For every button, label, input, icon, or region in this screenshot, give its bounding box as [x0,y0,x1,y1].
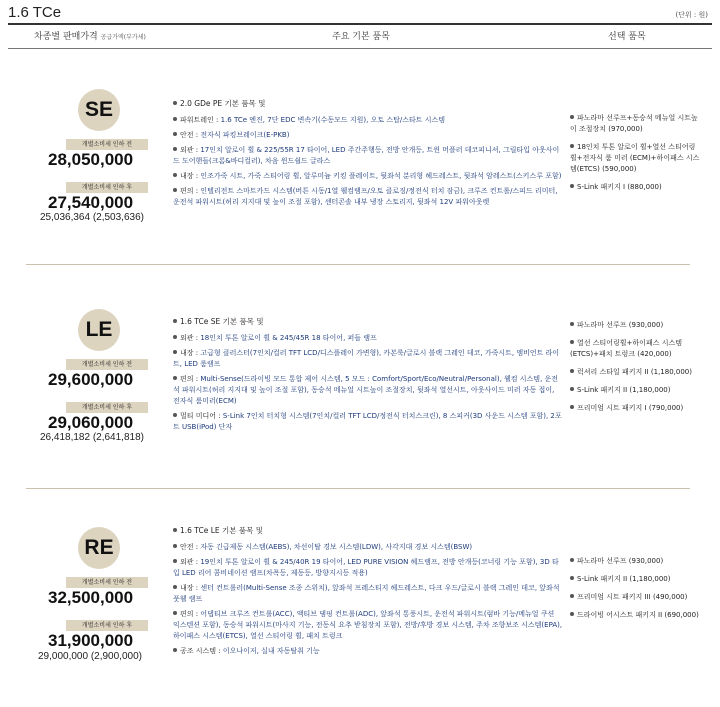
feature-text: 이오나이저, 실내 자동탈취 기능 [222,647,320,655]
feature-text: 17인치 알로이 휠 & 225/55R 17 타이어, LED 주간주행등, 전방 안개등, 트윈 머플러 데코피니셔, 그릴타입 아웃사이드 도어핸들(크롬&바디컬러), 차음 윈드쉴드 글라스 [173,146,560,165]
column-header-price [34,29,146,47]
feature-row [173,542,563,553]
option-text: 럭셔리 스타일 패키지 II (1,180,000) [577,368,692,376]
feature-row [173,130,563,141]
base-items [173,98,563,109]
price-before-label: 개별소비세 인하 전 [66,359,148,370]
feature-label: 공조 시스템 : [180,647,223,655]
option-text: 드라이빙 어시스트 패키지 II (690,000) [577,611,699,619]
feature-text: 고급형 클러스터(7인치/컬러 TFT LCD/디스플레이 가변형), 카본룩/글로시 블랙 그레인 데코, 가죽시트, 앰비언트 라이트, LED 룸램프 [173,349,560,368]
section-divider [26,488,690,489]
feature-label: 멀티 미디어 : [180,412,223,420]
feature-label: 내장 : [180,172,201,180]
page-title: 1.6 TCe [8,4,62,21]
price-after-label: 개별소비세 인하 후 [66,620,148,631]
option-text: 열선 스티어링휠+하이패스 시스템(ETCS)+패치 트렁크 (420,000) [570,339,682,358]
feature-row [173,646,563,657]
feature-label: 내장 : [180,584,201,592]
feature-label: 외관 : [180,558,201,566]
feature-row [173,411,563,433]
base-items [173,525,563,536]
feature-row [173,583,563,605]
options-re [570,556,700,628]
feature-row [173,115,563,126]
options-se [570,113,700,200]
column-header-price-note: 공급가액(부가세) [100,34,146,41]
option-text: 파노라마 선루프 (930,000) [577,557,664,565]
feature-row [173,609,563,642]
feature-row [173,333,563,344]
trim-badge-se: SE [78,89,120,131]
features-le [173,316,563,437]
supply-price: 25,036,364 (2,503,636) [40,212,144,223]
price-after-value: 27,540,000 [48,193,134,212]
base-items-text: 1.6 TCe SE 기본 품목 및 [180,317,264,326]
price-before-label: 개별소비세 인하 전 [66,577,148,588]
feature-row [173,348,563,370]
column-header-options: 선택 품목 [608,32,646,42]
option-text: S-Link 패키지 II (1,180,000) [577,575,671,583]
feature-label: 안전 : [180,131,201,139]
base-items-text: 2.0 GDe PE 기본 품목 및 [180,99,266,108]
supply-price: 29,000,000 (2,900,000) [38,651,142,662]
option-text: S-Link 패키지 I (880,000) [577,183,662,191]
unit-note: (단위 : 원) [675,11,708,19]
feature-label: 외관 : [180,146,201,154]
features-se [173,98,563,212]
top-divider [8,23,712,25]
base-items-text: 1.6 TCe LE 기본 품목 및 [180,526,263,535]
price-after-label: 개별소비세 인하 후 [66,182,148,193]
feature-label: 내장 : [180,349,201,357]
feature-text: 1.6 TCe 엔진, 7단 EDC 변속기(수동모드 지원), 오토 스탑/스타트 시스템 [220,116,446,124]
trim-badge-le: LE [78,309,120,351]
feature-text: 18인치 투톤 알로이 휠 & 245/45R 18 타이어, 퍼들 램프 [200,334,377,342]
feature-row [173,374,563,407]
feature-text: 19인치 투톤 알로이 휠 & 245/40R 19 타이어, LED PURE VISION 헤드램프, 전방 안개등(코너링 기능 포함), 3D 타입 LED 리어 콤비네이션 램프(차폭등, 제동등, 방향지시등 적용) [173,558,559,577]
price-before-value: 29,600,000 [48,370,134,389]
option-text: 프리미엄 시트 패키지 III (490,000) [577,593,688,601]
option-item [570,142,700,175]
option-item [570,385,700,396]
option-item [570,610,700,621]
feature-row [173,145,563,167]
feature-text: 어댑티브 크루즈 컨트롤(ACC), 액티브 댐핑 컨트롤(ADC), 앞좌석 통풍시트, 운전석 파워시트(럼바 기능/메뉴얼 쿠션 익스텐션 포함), 동승석 파워시트(마사지 기능, 전동식 요추 받침장치 포함), 전방/후방 경보 시스템, 주차 조향보조 시스템(EPA), 하이패스 시스템(ETCS), 열선 스티어링 휠, 패치 트렁크 [173,610,563,640]
option-text: 프리미엄 시트 패키지 I (790,000) [577,404,684,412]
feature-text: 센터 컨트롤러(Multi-Sense 조종 스위치), 앞좌석 프레스티지 헤드레스트, 다크 우드/글로시 블랙 그레인 데코, 앞좌석 풋웰 램프 [173,584,560,603]
option-text: 파노라마 선루프+동승석 메뉴얼 시트높이 조절장치 (970,000) [570,114,698,133]
option-item [570,320,700,331]
option-text: 18인치 투톤 알로이 휠+열선 스티어링 휠+전자식 룸 미러 (ECM)+하이패스 시스템(ETCS) (590,000) [570,143,700,173]
option-item [570,182,700,193]
option-item [570,592,700,603]
feature-row [173,557,563,579]
feature-text: S-Link 7인치 터치형 시스템(7인치/컬러 TFT LCD/정전식 터치스크린), 8 스피커(3D 사운드 시스템 포함), 2포트 USB(iPod) 단자 [173,412,562,431]
column-header-price-label: 차종별 판매가격 [34,32,98,42]
feature-text: 인조가죽 시트, 가죽 스티어링 휠, 알루미늄 키킹 플레이트, 뒷좌석 분리형 헤드레스트, 뒷좌석 암레스트(스키스루 포함) [200,172,562,180]
option-text: S-Link 패키지 II (1,180,000) [577,386,671,394]
feature-text: 자동 긴급제동 시스템(AEBS), 차선이탈 경보 시스템(LDW), 사각지대 경보 시스템(BSW) [200,543,473,551]
trim-badge-re: RE [78,527,120,569]
feature-text: 인텔리전트 스마트카드 시스템(버튼 시동/1열 웰컴램프/오토 클로징/정전식 터치 잠금), 크루즈 컨트롤/스피드 리미터, 운전석 파워시트(허리 지지대 및 높이 조절 포함), 센터콘솔 내부 냉장 스토리지, 뒷좌석 12V 파워아웃렛 [173,187,558,206]
option-item [570,403,700,414]
features-re [173,525,563,661]
price-before-label: 개별소비세 인하 전 [66,139,148,150]
price-before-value: 32,500,000 [48,588,134,607]
price-after-value: 29,060,000 [48,413,134,432]
option-item [570,113,700,135]
feature-text: Multi-Sense(드라이빙 모드 통합 제어 시스템, 5 모드 : Comfort/Sport/Eco/Neutral/Personal), 웰컴 시스템, 운전석 파워시트(허리 지지대 및 높이 조절 포함), 동승석 메뉴얼 시트높이 조절장치, 뒷좌석 열선시트, 아웃사이드 미러 자동 접이, 전자식 룸미러(ECM) [173,375,559,405]
options-le [570,320,700,421]
feature-label: 편의 : [180,610,201,618]
feature-text: 전자식 파킹브레이크(E-PKB) [200,131,290,139]
price-before-value: 28,050,000 [48,150,134,169]
option-text: 파노라마 선루프 (930,000) [577,321,664,329]
option-item [570,556,700,567]
option-item [570,367,700,378]
feature-label: 편의 : [180,187,201,195]
feature-row [173,171,563,182]
header-divider [8,48,712,49]
feature-label: 편의 : [180,375,201,383]
feature-label: 안전 : [180,543,201,551]
price-after-value: 31,900,000 [48,631,134,650]
feature-label: 외관 : [180,334,201,342]
base-items [173,316,563,327]
option-item [570,338,700,360]
price-after-label: 개별소비세 인하 후 [66,402,148,413]
column-header-main: 주요 기본 품목 [332,32,390,42]
section-divider [26,264,690,265]
feature-row [173,186,563,208]
supply-price: 26,418,182 (2,641,818) [40,432,144,443]
option-item [570,574,700,585]
feature-label: 파워트레인 : [180,116,221,124]
